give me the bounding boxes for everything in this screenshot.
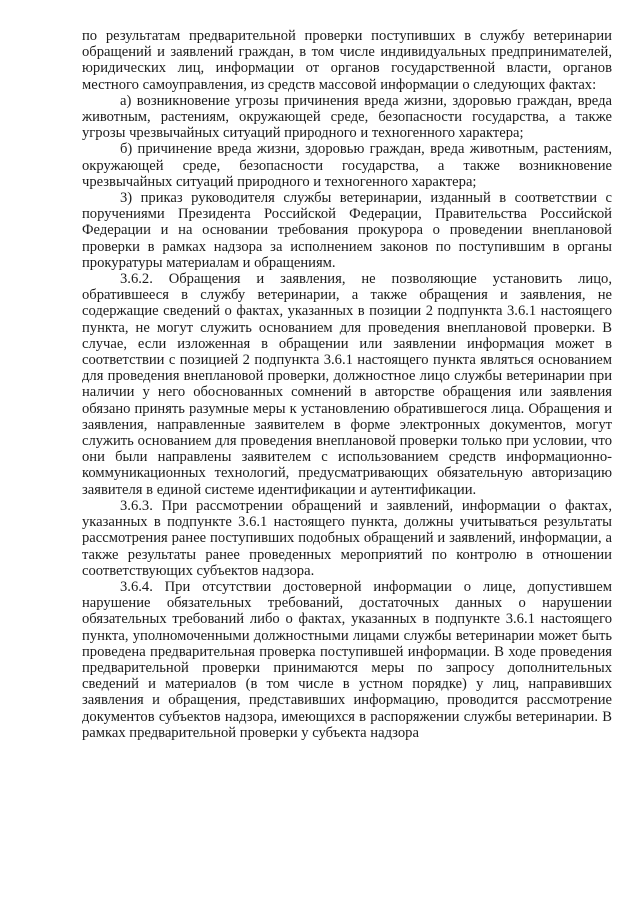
paragraph-item-b: б) причинение вреда жизни, здоровью граждан, вреда животным, растениям, окружающей среде, безопасности государства, а также возникновение чрезвычайных ситуаций природного и техногенного характера; [82, 141, 612, 190]
paragraph-item-a: а) возникновение угрозы причинения вреда жизни, здоровью граждан, вреда животным, растениям, окружающей среде, безопасности государства, а также угрозы чрезвычайных ситуаций природного и техногенного характера; [82, 92, 612, 142]
paragraph-clause-3-6-4: 3.6.4. При отсутствии достоверной информации о лице, допустившем нарушение обязательных требований, достаточных данных о нарушении обязательных требований либо о фактах, указанных в подпункте 3.6.1 настоящего пункта, уполномоченными должностными лицами службы ветеринарии может быть проведена предварительная проверка поступившей информации. В ходе проведения предварительной проверки принимаются меры по запросу дополнительных сведений и материалов (в том числе в устном порядке) у лиц, направивших заявления и обращения, представивших информацию, проводится рассмотрение документов субъектов надзора, имеющихся в распоряжении службы ветеринарии. В рамках предварительной проверки у субъекта надзора [82, 578, 612, 741]
paragraph-clause-3-6-2: 3.6.2. Обращения и заявления, не позволяющие установить лицо, обратившееся в службу ветеринарии, а также обращения и заявления, не содержащие сведений о фактах, указанных в позиции 2 подпункта 3.6.1 настоящего пункта, не могут служить основанием для проведения внеплановой проверки. В случае, если изложенная в обращении или заявлении информация может в соответствии с позицией 2 подпункта 3.6.1 настоящего пункта являться основанием для проведения внеплановой проверки, должностное лицо службы ветеринарии при наличии у него обоснованных сомнений в авторстве обращения или заявления обязано принять разумные меры к установлению обратившегося лица. Обращения и заявления, направленные заявителем в форме электронных документов, могут служить основанием для проведения внеплановой проверки только при условии, что они были направлены заявителем с использованием средств информационно-коммуникационных технологий, предусматривающих обязательную авторизацию заявителя в единой системе идентификации и аутентификации. [82, 271, 612, 498]
document-page [82, 28, 612, 741]
paragraph-clause-3-6-3: 3.6.3. При рассмотрении обращений и заявлений, информации о фактах, указанных в подпункте 3.6.1 настоящего пункта, должны учитываться результаты рассмотрения ранее поступивших подобных обращений и заявлений, информации, а также результаты ранее проведенных мероприятий по контролю в отношении соответствующих субъектов надзора. [82, 497, 612, 579]
paragraph-intro: по результатам предварительной проверки поступивших в службу ветеринарии обращений и заявлений граждан, в том числе индивидуальных предпринимателей, юридических лиц, информации от органов государственной власти, органов местного самоуправления, из средств массовой информации о следующих фактах: [82, 28, 612, 93]
paragraph-item-3: 3) приказ руководителя службы ветеринарии, изданный в соответствии с поручениями Президента Российской Федерации, Правительства Российской Федерации и на основании требования прокурора о проведении внеплановой проверки в рамках надзора за исполнением законов по поступившим в органы прокуратуры материалам и обращениям. [82, 190, 612, 271]
